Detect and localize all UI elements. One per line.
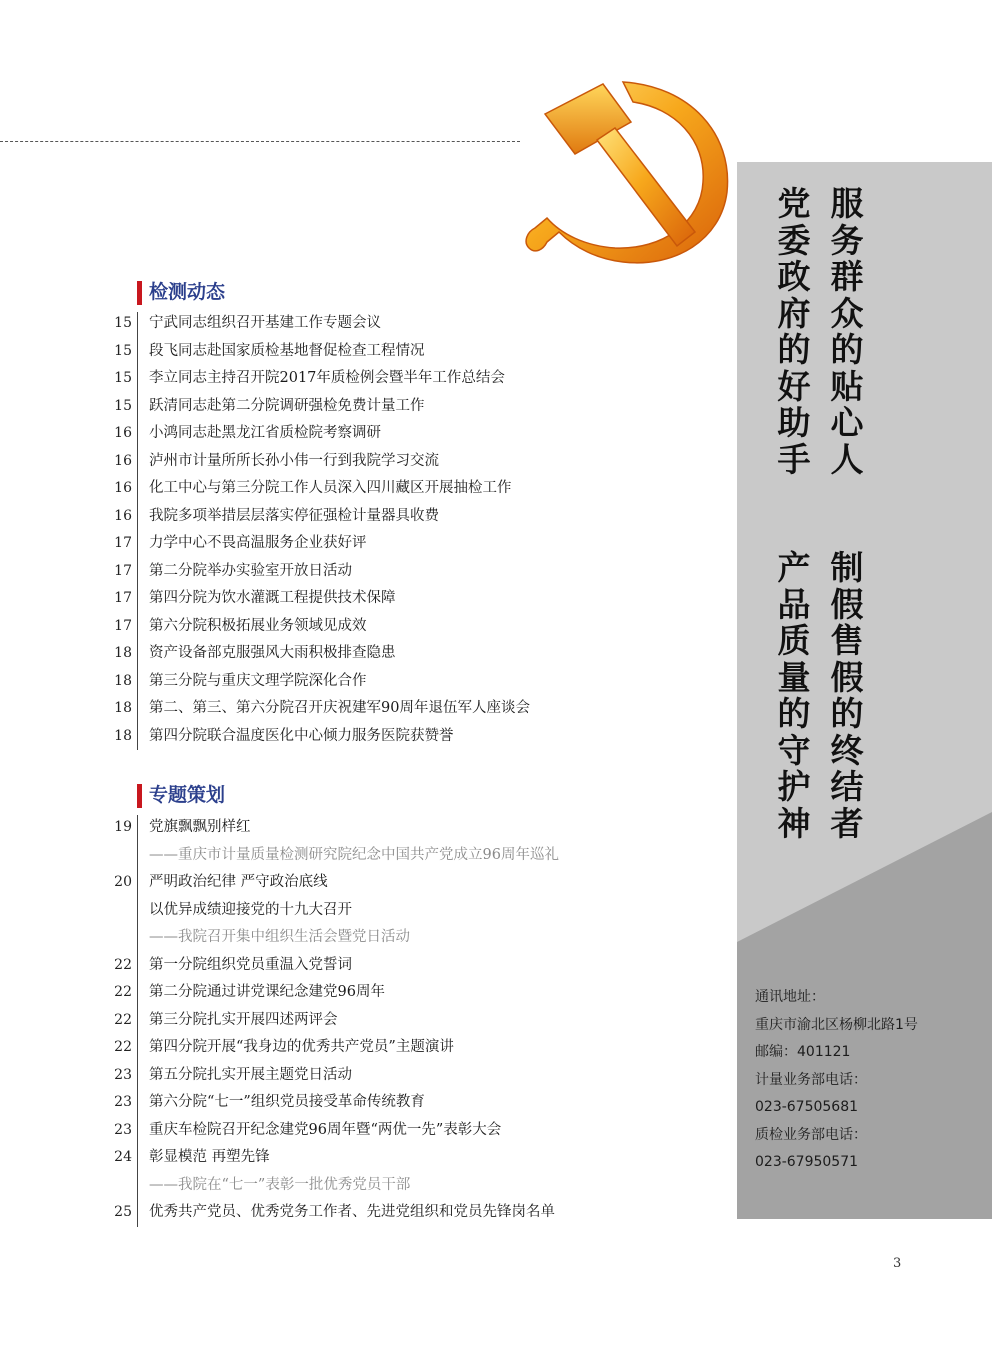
toc-title: 资产设备部克服强风大雨积极排查隐患: [149, 645, 396, 661]
toc-page-number: 18: [114, 672, 132, 689]
toc-title: 宁武同志组织召开基建工作专题会议: [149, 315, 381, 331]
toc-entry[interactable]: [0, 1007, 620, 1034]
toc-page-number: 16: [114, 425, 132, 441]
toc-entry[interactable]: [0, 640, 620, 667]
toc-page-number: 17: [114, 590, 132, 606]
slogan-char: 手: [777, 439, 811, 479]
toc-page-number: 15: [114, 370, 132, 386]
slogan-char: 结: [830, 767, 864, 806]
slogan-char: 好: [777, 366, 811, 406]
slogan-char: 的: [777, 694, 811, 733]
toc-page-number: 23: [114, 1066, 132, 1083]
contact-info: [755, 984, 985, 1177]
toc-page-number: 15: [114, 342, 132, 359]
toc-entry[interactable]: [0, 393, 620, 420]
toc-page-number: 15: [114, 315, 132, 331]
metrology-phone-label: 计量业务部电话：: [755, 1071, 867, 1088]
slogan-char: 制: [830, 548, 864, 587]
toc-entry[interactable]: [0, 530, 620, 557]
toc-title: 第二分院举办实验室开放日活动: [149, 562, 352, 579]
toc-title: 跃清同志赴第二分院调研强检免费计量工作: [149, 397, 425, 414]
slogan-char: 者: [830, 803, 864, 843]
toc-title: 化工中心与第三分院工作人员深入四川藏区开展抽检工作: [149, 480, 512, 496]
toc-entry[interactable]: [0, 842, 620, 869]
toc-page-number: 22: [114, 984, 132, 1000]
toc-entry[interactable]: [0, 1117, 620, 1144]
slogan-column-2: [772, 186, 816, 478]
toc-entry[interactable]: [0, 1062, 620, 1089]
toc-entry[interactable]: [0, 869, 620, 896]
toc-title: 小鸿同志赴黑龙江省质检院考察调研: [149, 425, 381, 441]
toc-entry[interactable]: [0, 365, 620, 392]
slogan-column-4: [772, 550, 816, 842]
toc-title: 第一分院组织党员重温入党誓词: [149, 956, 352, 973]
toc-page-number: 20: [114, 874, 132, 890]
toc-page-number: 16: [114, 507, 132, 524]
slogan-char: 的: [830, 330, 864, 369]
toc-page-number: 22: [114, 956, 132, 973]
toc-entry[interactable]: [0, 723, 620, 750]
address-label: 通讯地址：: [755, 989, 825, 1005]
slogan-char: 品: [777, 584, 811, 624]
toc-page-number: 17: [114, 617, 132, 634]
toc-page-number: 18: [114, 645, 132, 661]
slogan-char: 心: [830, 403, 864, 442]
toc-entry[interactable]: [0, 814, 620, 841]
toc-title: 第六分院“七一”组织党员接受革命传统教育: [149, 1094, 425, 1110]
slogan-char: 人: [830, 439, 864, 479]
slogan-char: 群: [830, 257, 864, 296]
slogan-char: 护: [777, 767, 811, 806]
toc-page-number: 18: [114, 700, 132, 716]
toc-entry[interactable]: [0, 1172, 620, 1199]
slogan-char: 产: [777, 548, 811, 587]
toc-entry[interactable]: [0, 668, 620, 695]
toc-page-number: 23: [114, 1094, 132, 1110]
postcode: 邮编：401121: [755, 1044, 851, 1060]
toc-title: 李立同志主持召开院2017年质检例会暨半年工作总结会: [149, 370, 505, 386]
toc-entry[interactable]: [0, 924, 620, 951]
slogan-char: 的: [777, 330, 811, 369]
toc-page-number: 23: [114, 1121, 132, 1138]
toc-title: 力学中心不畏高温服务企业获好评: [149, 535, 367, 551]
toc-entry[interactable]: [0, 448, 620, 475]
address-value: 重庆市渝北区杨柳北路1号: [755, 1016, 918, 1033]
toc-title: 第四分院联合温度医化中心倾力服务医院获赞誉: [149, 727, 454, 744]
slogan-char: 服: [830, 184, 864, 223]
toc-page-number: 17: [114, 535, 132, 551]
slogan-char: 众: [830, 293, 864, 333]
toc-page-number: 17: [114, 562, 132, 579]
toc-title: 优秀共产党员、优秀党务工作者、先进党组织和党员先锋岗名单: [149, 1204, 555, 1220]
toc-page-number: 18: [114, 727, 132, 744]
section-title-testing-news: 检测动态: [137, 280, 225, 304]
toc-subtitle: ——重庆市计量质量检测研究院纪念中国共产党成立96周年巡礼: [149, 846, 559, 863]
toc-entry[interactable]: [0, 1199, 620, 1226]
toc-page-number: 15: [114, 397, 132, 414]
hammer-sickle-emblem: [505, 72, 745, 282]
slogan-char: 守: [777, 730, 811, 770]
toc-entry[interactable]: [0, 979, 620, 1006]
slogan-char: 助: [777, 403, 811, 442]
toc-page-number: 19: [114, 819, 132, 835]
slogan-char: 府: [777, 293, 811, 333]
slogan-char: 假: [830, 657, 864, 697]
toc-title: 以优异成绩迎接党的十九大召开: [149, 901, 352, 918]
toc-title: 第三分院与重庆文理学院深化合作: [149, 672, 367, 689]
dashed-divider: [0, 141, 520, 142]
toc-entry[interactable]: [0, 613, 620, 640]
slogan-char: 贴: [830, 366, 864, 406]
toc-title: 第五分院扎实开展主题党日活动: [149, 1066, 352, 1083]
page-number: 3: [893, 1256, 902, 1271]
toc-title: 第二、第三、第六分院召开庆祝建军90周年退伍军人座谈会: [149, 700, 530, 716]
slogan-char: 质: [777, 621, 811, 660]
toc-entry[interactable]: [0, 338, 620, 365]
slogan-char: 的: [830, 694, 864, 733]
slogan-char: 神: [777, 803, 811, 843]
toc-subtitle: ——我院在“七一”表彰一批优秀党员干部: [149, 1176, 411, 1193]
slogan-char: 党: [777, 184, 811, 223]
toc-title: 第六分院积极拓展业务领域见成效: [149, 617, 367, 634]
toc-entry[interactable]: [0, 503, 620, 530]
toc-title: 我院多项举措层层落实停征强检计量器具收费: [149, 507, 439, 524]
section-title-special-feature: 专题策划: [137, 783, 225, 807]
toc-subtitle: ——我院召开集中组织生活会暨党日活动: [149, 929, 410, 945]
toc-entry[interactable]: [0, 695, 620, 722]
toc-entry[interactable]: [0, 952, 620, 979]
toc-entry[interactable]: [0, 1034, 620, 1061]
slogan-char: 售: [830, 621, 864, 660]
toc-title: 泸州市计量所所长孙小伟一行到我院学习交流: [149, 452, 439, 469]
slogan-char: 务: [830, 220, 864, 260]
toc-page-number: 24: [114, 1149, 132, 1165]
toc-entry[interactable]: [0, 1089, 620, 1116]
slogan-column-3: [825, 550, 869, 842]
toc-entry[interactable]: [0, 420, 620, 447]
toc-entry[interactable]: [0, 310, 620, 337]
slogan-char: 终: [830, 730, 864, 770]
inspection-phone: 023-67950571: [755, 1154, 859, 1170]
toc-page-number: 16: [114, 452, 132, 469]
toc-title: 党旗飘飘别样红: [149, 819, 251, 835]
slogan-char: 量: [777, 657, 811, 697]
toc-title: 严明政治纪律 严守政治底线: [149, 874, 328, 890]
toc-entry[interactable]: [0, 585, 620, 612]
toc-title: 第三分院扎实开展四述两评会: [149, 1011, 338, 1028]
toc-title: 第二分院通过讲党课纪念建党96周年: [149, 984, 385, 1000]
toc-entry[interactable]: [0, 558, 620, 585]
slogan-column-1: [825, 186, 869, 478]
sidebar-panel: [737, 162, 992, 1219]
toc-title: 重庆车检院召开纪念建党96周年暨“两优一先”表彰大会: [149, 1121, 502, 1138]
slogan-char: 政: [777, 257, 811, 296]
toc-entry[interactable]: [0, 897, 620, 924]
toc-page-number: 16: [114, 480, 132, 496]
toc-title: 第四分院开展“我身边的优秀共产党员”主题演讲: [149, 1039, 454, 1055]
toc-page-number: 22: [114, 1011, 132, 1028]
inspection-phone-label: 质检业务部电话：: [755, 1126, 867, 1143]
slogan-char: 委: [777, 220, 811, 260]
metrology-phone: 023-67505681: [755, 1099, 859, 1115]
slogan-char: 假: [830, 584, 864, 624]
toc-title: 彰显模范 再塑先锋: [149, 1149, 270, 1165]
toc-entry[interactable]: [0, 1144, 620, 1171]
toc-title: 段飞同志赴国家质检基地督促检查工程情况: [149, 342, 425, 359]
toc-page-number: 22: [114, 1039, 132, 1055]
toc-title: 第四分院为饮水灌溉工程提供技术保障: [149, 590, 396, 606]
toc-page-number: 25: [114, 1204, 132, 1220]
toc-entry[interactable]: [0, 475, 620, 502]
